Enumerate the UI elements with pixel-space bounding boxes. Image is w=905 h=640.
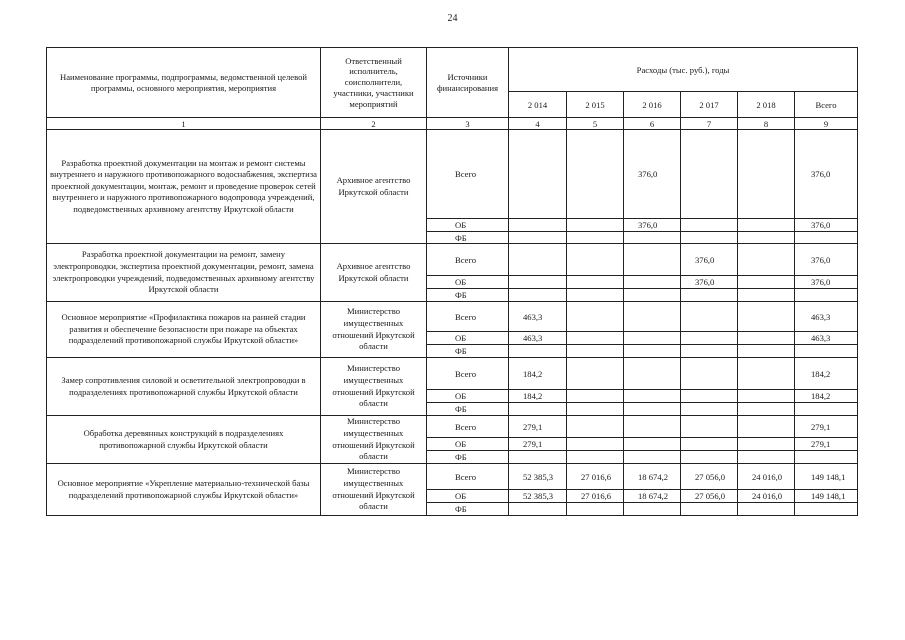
year-value — [681, 403, 738, 416]
column-number: 4 — [509, 118, 567, 130]
year-value — [681, 345, 738, 358]
responsible-executor: Архивное агентство Иркутской области — [321, 244, 427, 302]
year-value — [738, 403, 795, 416]
responsible-executor: Министерство имущественных отношений Иркутской области — [321, 464, 427, 516]
header-source: Источники финансирования — [427, 48, 509, 118]
year-value — [624, 438, 681, 451]
total-value — [795, 232, 858, 244]
year-value — [624, 289, 681, 302]
year-value — [738, 244, 795, 276]
column-number: 1 — [47, 118, 321, 130]
header-year: 2 014 — [509, 92, 567, 118]
year-value — [681, 130, 738, 219]
page-number: 24 — [447, 13, 458, 24]
year-value: 18 674,2 — [624, 464, 681, 490]
column-number: 8 — [738, 118, 795, 130]
funding-source: ОБ — [427, 490, 509, 503]
year-value — [567, 390, 624, 403]
year-value: 27 056,0 — [681, 464, 738, 490]
year-value — [509, 130, 567, 219]
header-year: 2 018 — [738, 92, 795, 118]
header-total: Всего — [795, 92, 858, 118]
year-value — [624, 358, 681, 390]
year-value: 18 674,2 — [624, 490, 681, 503]
total-value — [795, 345, 858, 358]
total-value: 463,3 — [795, 302, 858, 332]
year-value: 24 016,0 — [738, 464, 795, 490]
table-row — [47, 416, 858, 438]
year-value: 376,0 — [624, 130, 681, 219]
year-value — [681, 390, 738, 403]
header-year: 2 016 — [624, 92, 681, 118]
funding-source: ОБ — [427, 219, 509, 232]
funding-source: ФБ — [427, 232, 509, 244]
year-value — [567, 438, 624, 451]
header-executor: Ответственный исполнитель, соисполнители, участники, участники мероприятий — [321, 48, 427, 118]
year-value — [624, 244, 681, 276]
year-value — [624, 232, 681, 244]
total-value: 184,2 — [795, 390, 858, 403]
year-value — [624, 332, 681, 345]
funding-source: ФБ — [427, 503, 509, 516]
year-value — [567, 345, 624, 358]
total-value: 279,1 — [795, 438, 858, 451]
header-year: 2 017 — [681, 92, 738, 118]
total-value: 463,3 — [795, 332, 858, 345]
table-body — [47, 130, 858, 516]
activity-name: Обработка деревянных конструкций в подразделениях противопожарной службы Иркутской области — [47, 416, 321, 464]
total-value: 149 148,1 — [795, 490, 858, 503]
column-number: 6 — [624, 118, 681, 130]
year-value — [509, 503, 567, 516]
funding-source: ОБ — [427, 438, 509, 451]
year-value — [567, 276, 624, 289]
year-value — [509, 289, 567, 302]
funding-source: ОБ — [427, 276, 509, 289]
year-value — [567, 244, 624, 276]
year-value — [567, 289, 624, 302]
year-value — [738, 232, 795, 244]
total-value: 376,0 — [795, 244, 858, 276]
year-value — [624, 416, 681, 438]
year-value — [738, 416, 795, 438]
year-value — [738, 503, 795, 516]
year-value: 463,3 — [509, 302, 567, 332]
funding-source: Всего — [427, 464, 509, 490]
year-value — [509, 244, 567, 276]
funding-source: Всего — [427, 416, 509, 438]
year-value: 27 056,0 — [681, 490, 738, 503]
total-value: 376,0 — [795, 276, 858, 289]
year-value — [509, 232, 567, 244]
year-value — [567, 130, 624, 219]
budget-table — [46, 47, 858, 516]
year-value: 279,1 — [509, 438, 567, 451]
table-row — [47, 130, 858, 219]
funding-source: Всего — [427, 244, 509, 276]
year-value — [624, 503, 681, 516]
year-value: 24 016,0 — [738, 490, 795, 503]
responsible-executor: Министерство имущественных отношений Иркутской области — [321, 416, 427, 464]
year-value — [509, 219, 567, 232]
year-value — [738, 332, 795, 345]
year-value — [567, 302, 624, 332]
year-value — [567, 358, 624, 390]
funding-source: Всего — [427, 130, 509, 219]
total-value: 279,1 — [795, 416, 858, 438]
total-value: 376,0 — [795, 130, 858, 219]
year-value — [624, 451, 681, 464]
year-value — [738, 451, 795, 464]
funding-source: ОБ — [427, 390, 509, 403]
responsible-executor: Министерство имущественных отношений Иркутской области — [321, 358, 427, 416]
funding-source: ФБ — [427, 403, 509, 416]
year-value: 279,1 — [509, 416, 567, 438]
year-value — [624, 390, 681, 403]
funding-source: Всего — [427, 358, 509, 390]
year-value — [567, 503, 624, 516]
year-value — [681, 332, 738, 345]
year-value — [567, 416, 624, 438]
column-number: 7 — [681, 118, 738, 130]
year-value: 376,0 — [624, 219, 681, 232]
year-value: 27 016,6 — [567, 464, 624, 490]
funding-source: ФБ — [427, 451, 509, 464]
year-value — [738, 289, 795, 302]
year-value — [509, 345, 567, 358]
year-value — [681, 232, 738, 244]
year-value — [738, 358, 795, 390]
year-value: 27 016,6 — [567, 490, 624, 503]
year-value — [738, 219, 795, 232]
year-value — [738, 276, 795, 289]
activity-name: Разработка проектной документации на монтаж и ремонт системы внутреннего и наружного противопожарного водоснабжения, экспертиза проектной документации, монтаж, ремонт и проведение проверок сетей внутреннего и наружного противопожарного водопровода учреждений, подведомственных архивному агентству Иркутской области — [47, 130, 321, 244]
year-value — [624, 302, 681, 332]
total-value: 376,0 — [795, 219, 858, 232]
column-number: 5 — [567, 118, 624, 130]
year-value — [567, 403, 624, 416]
year-value — [738, 390, 795, 403]
column-number: 3 — [427, 118, 509, 130]
funding-source: ОБ — [427, 332, 509, 345]
year-value: 376,0 — [681, 244, 738, 276]
year-value — [738, 345, 795, 358]
year-value — [681, 503, 738, 516]
total-value: 149 148,1 — [795, 464, 858, 490]
table-row — [47, 302, 858, 332]
funding-source: ФБ — [427, 289, 509, 302]
funding-source: Всего — [427, 302, 509, 332]
year-value — [509, 276, 567, 289]
year-value: 52 385,3 — [509, 464, 567, 490]
year-value — [567, 232, 624, 244]
year-value — [681, 416, 738, 438]
year-value — [509, 451, 567, 464]
year-value — [681, 219, 738, 232]
year-value — [681, 302, 738, 332]
year-value: 52 385,3 — [509, 490, 567, 503]
total-value — [795, 289, 858, 302]
total-value: 184,2 — [795, 358, 858, 390]
column-number-row — [47, 118, 858, 130]
total-value — [795, 403, 858, 416]
header-expenses: Расходы (тыс. руб.), годы — [509, 48, 858, 92]
year-value — [681, 289, 738, 302]
year-value — [624, 276, 681, 289]
table-row — [47, 464, 858, 490]
year-value — [681, 438, 738, 451]
table-row — [47, 244, 858, 276]
year-value — [509, 403, 567, 416]
responsible-executor: Архивное агентство Иркутской области — [321, 130, 427, 244]
column-number: 9 — [795, 118, 858, 130]
table-header — [47, 48, 858, 130]
year-value: 184,2 — [509, 390, 567, 403]
total-value — [795, 451, 858, 464]
year-value — [567, 219, 624, 232]
column-number: 2 — [321, 118, 427, 130]
activity-name: Замер сопротивления силовой и осветительной электропроводки в подразделениях противопожарной службы Иркутской области — [47, 358, 321, 416]
year-value — [681, 358, 738, 390]
total-value — [795, 503, 858, 516]
year-value — [681, 451, 738, 464]
year-value — [624, 403, 681, 416]
funding-source: ФБ — [427, 345, 509, 358]
responsible-executor: Министерство имущественных отношений Иркутской области — [321, 302, 427, 358]
year-value — [567, 332, 624, 345]
year-value — [738, 130, 795, 219]
year-value: 184,2 — [509, 358, 567, 390]
activity-name: Основное мероприятие «Профилактика пожаров на ранней стадии развития и обеспечение безопасности при пожаре на объектах подразделений противопожарной службы Иркутской области» — [47, 302, 321, 358]
header-name: Наименование программы, подпрограммы, ведомственной целевой программы, основного мероприятия, мероприятия — [47, 48, 321, 118]
year-value — [738, 302, 795, 332]
header-year: 2 015 — [567, 92, 624, 118]
table-row — [47, 358, 858, 390]
activity-name: Разработка проектной документации на ремонт, замену электропроводки, экспертиза проектной документации, ремонт, замена электропроводки учреждений, подведомственных архивному агентству Иркутской области — [47, 244, 321, 302]
activity-name: Основное мероприятие «Укрепление материально-технической базы подразделений противопожарной службы Иркутской области» — [47, 464, 321, 516]
year-value: 463,3 — [509, 332, 567, 345]
year-value — [567, 451, 624, 464]
year-value: 376,0 — [681, 276, 738, 289]
year-value — [738, 438, 795, 451]
year-value — [624, 345, 681, 358]
